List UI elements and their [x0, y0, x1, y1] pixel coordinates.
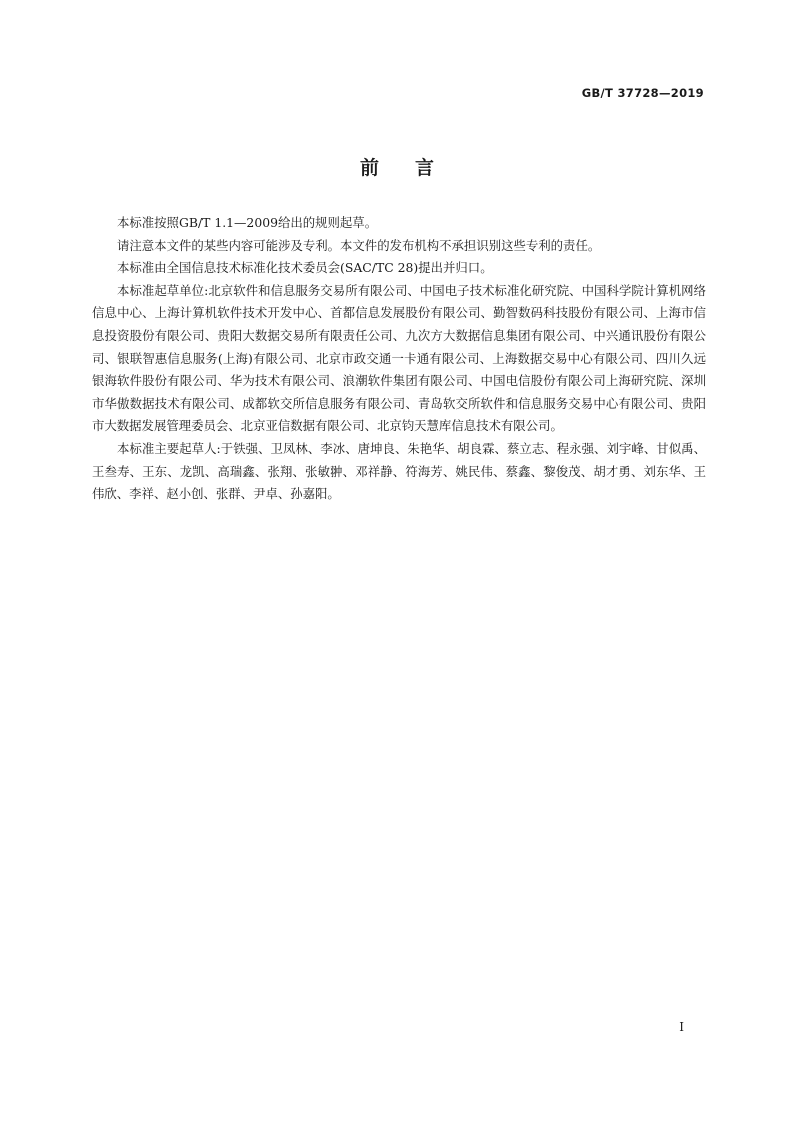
paragraph-patent-notice: 请注意本文件的某些内容可能涉及专利。本文件的发布机构不承担识别这些专利的责任。: [117, 237, 601, 253]
paragraph-drafting-rules: 本标准按照GB/T 1.1—2009给出的规则起草。: [117, 215, 378, 230]
paragraph-drafters: 本标准主要起草人:于铁强、卫凤林、李冰、唐坤良、朱艳华、胡良霖、蔡立志、程永强、刘宇峰、甘似禹、王叁寿、王东、龙凯、高瑞鑫、张翔、张敏翀、邓祥静、符海芳、姚民伟、蔡鑫、黎俊茂、胡才勇、刘东华、王伟欣、李祥、赵小创、张群、尹卓、孙嘉阳。: [92, 440, 706, 502]
page-number: I: [679, 1020, 684, 1034]
paragraph-drafting-organizations: 本标准起草单位:北京软件和信息服务交易所有限公司、中国电子技术标准化研究院、中国科学院计算机网络信息中心、上海计算机软件技术开发中心、首都信息发展股份有限公司、勤智数码科技股份有限公司、上海市信息投资股份有限公司、贵阳大数据交易所有限责任公司、九次方大数据信息集团有限公司、中兴通讯股份有限公司、银联智惠信息服务(上海)有限公司、北京市政交通一卡通有限公司、上海数据交易中心有限公司、四川久远银海软件股份有限公司、华为技术有限公司、浪潮软件集团有限公司、中国电信股份有限公司上海研究院、深圳市华傲数据技术有限公司、成都软交所信息服务有限公司、青岛软交所软件和信息服务交易中心有限公司、贵阳市大数据发展管理委员会、北京亚信数据有限公司、北京钧天慧库信息技术有限公司。: [92, 282, 706, 434]
paragraph-proposer: 本标准由全国信息技术标准化技术委员会(SAC/TC 28)提出并归口。: [117, 260, 493, 276]
page-title: 前言: [359, 157, 470, 179]
standard-number: GB/T 37728—2019: [581, 86, 704, 100]
foreword-body: [92, 212, 706, 506]
